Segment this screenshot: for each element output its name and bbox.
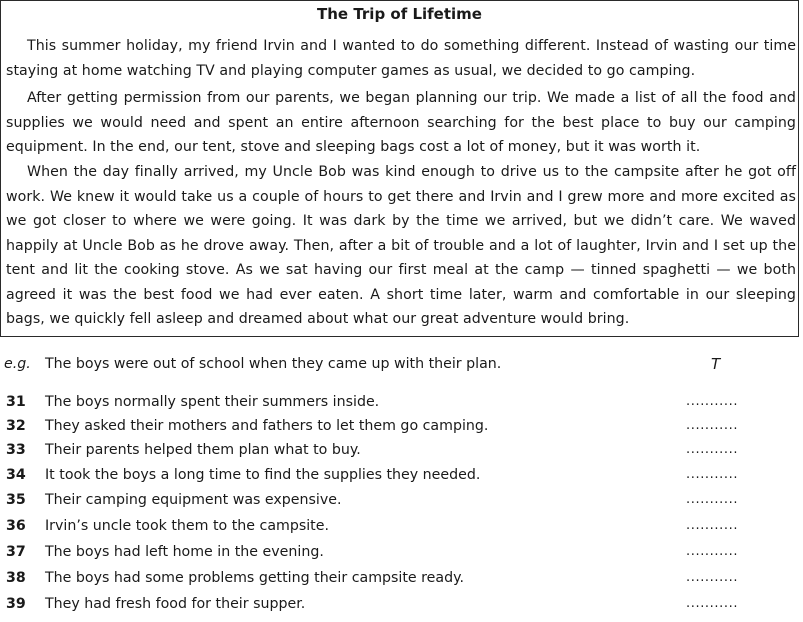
answer-blank[interactable]: ........... [686,467,739,482]
question-text: The boys normally spent their summers inside. [45,394,380,410]
question-text: The boys had left home in the evening. [45,544,324,560]
answer-blank[interactable]: ........... [686,492,739,507]
question-number: 37 [6,544,26,560]
answer-blank[interactable]: ........... [686,544,739,559]
example-label: e.g. [4,356,31,372]
question-text: It took the boys a long time to find the supplies they needed. [45,467,481,483]
example-statement [0,352,800,376]
question-text: They asked their mothers and fathers to let them go camping. [45,418,489,434]
question-number: 36 [6,518,26,534]
question-number: 35 [6,492,26,508]
question-32 [0,414,800,438]
answer-blank[interactable]: ........... [686,394,739,409]
question-number: 33 [6,442,26,458]
question-number: 38 [6,570,26,586]
question-text: The boys had some problems getting their campsite ready. [45,570,464,586]
question-number: 39 [6,596,26,612]
passage-paragraph-3: When the day finally arrived, my Uncle Bob was kind enough to drive us to the campsite after he got off work. We knew it would take us a couple of hours to get there and Irvin and I grew more and more excited as we got closer to where we were going. It was dark by the time we arrived, but we didn’t care. We waved happily at Uncle Bob as he drove away. Then, after a bit of trouble and a lot of laughter, Irvin and I set up the tent and lit the cooking stove. As we sat having our first meal at the camp — tinned spaghetti — we both agreed it was the best food we had ever eaten. A short time later, warm and comfortable in our sleeping bags, we quickly fell asleep and dreamed about what our great adventure would bring. [6,164,796,327]
question-text: Their camping equipment was expensive. [45,492,342,508]
passage-paragraph-2: After getting permission from our parents, we began planning our trip. We made a list of all the food and supplies we would need and spent an entire afternoon searching for the best place to buy our camping equipment. In the end, our tent, stove and sleeping bags cost a lot of money, but it was worth it. [6,90,796,155]
answer-blank[interactable]: ........... [686,596,739,611]
question-33 [0,438,800,462]
answer-blank[interactable]: ........... [686,418,739,433]
answer-blank[interactable]: ........... [686,570,739,585]
question-37 [0,540,800,564]
answer-blank[interactable]: ........... [686,518,739,533]
question-number: 34 [6,467,26,483]
question-34 [0,463,800,487]
example-answer: T [711,355,721,373]
question-text: They had fresh food for their supper. [45,596,306,612]
passage-title: The Trip of Lifetime [317,5,482,23]
question-text: Irvin’s uncle took them to the campsite. [45,518,329,534]
passage-paragraph-1: This summer holiday, my friend Irvin and I wanted to do something different. Instead of wasting our time staying at home watching TV and playing computer games as usual, we decided to go camping. [6,38,796,79]
question-39 [0,592,800,616]
question-number: 31 [6,394,26,410]
question-38 [0,566,800,590]
question-number: 32 [6,418,26,434]
question-31 [0,390,800,414]
answer-blank[interactable]: ........... [686,442,739,457]
question-text: Their parents helped them plan what to buy. [45,442,361,458]
example-text: The boys were out of school when they came up with their plan. [45,356,502,372]
question-35 [0,488,800,512]
question-36 [0,514,800,538]
